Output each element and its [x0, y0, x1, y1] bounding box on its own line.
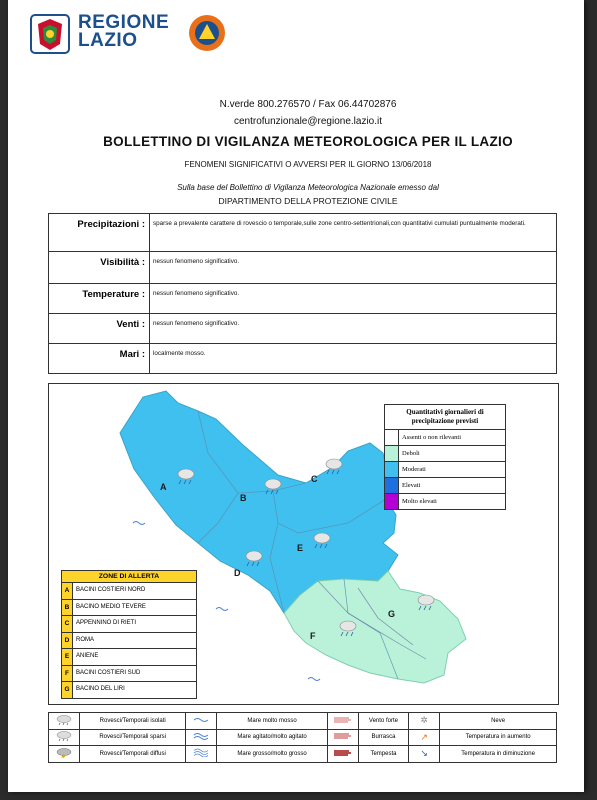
bulletin-row [49, 314, 557, 344]
symbol-label: Rovesci/Temporali sparsi [80, 729, 186, 746]
brand-line1: REGIONE [78, 12, 170, 33]
precipitation-legend-title: Quantitativi giornalieri di precipitazione previsti [385, 405, 505, 430]
brand-wordmark [78, 14, 169, 50]
symbol-row [49, 729, 557, 746]
legend-row [385, 446, 505, 462]
symbol-label: Burrasca [358, 729, 408, 746]
map-zone-label: C [311, 474, 318, 484]
zone-letter: G [62, 682, 73, 698]
zone-row [62, 583, 196, 600]
contact-phone: N.verde 800.276570 / Fax 06.44702876 [219, 99, 397, 110]
cloud-storm-icon [49, 746, 80, 763]
alert-zones-title: ZONE DI ALLERTA [62, 571, 196, 583]
legend-row [385, 478, 505, 494]
legend-swatch [385, 494, 399, 509]
symbol-label: Temperatura in diminuzione [440, 746, 557, 763]
symbol-label: Mare agitato/molto agitato [217, 729, 327, 746]
regione-lazio-logo-icon [30, 14, 70, 54]
bulletin-value: nessun fenomeno significativo. [150, 252, 557, 284]
legend-swatch [385, 430, 399, 445]
legend-swatch [385, 462, 399, 477]
wave-medium-icon [186, 729, 217, 746]
map-zone-label: E [297, 543, 304, 553]
map-zone-label: D [234, 568, 241, 578]
zone-name: BACINI COSTIERI SUD [76, 669, 141, 676]
temperature-down-icon: ↘ [409, 746, 440, 763]
bulletin-subtitle: FENOMENI SIGNIFICATIVI O AVVERSI PER IL GIORNO 13/06/2018 [184, 160, 432, 169]
map-zone-label: G [388, 609, 396, 619]
gale-icon [327, 729, 358, 746]
brand-line2: LAZIO [78, 30, 138, 51]
alert-zones-table [61, 570, 197, 699]
symbol-label: Mare molto mosso [217, 713, 327, 730]
map-zone-label: F [310, 631, 316, 641]
zone-name: APPENNINO DI RIETI [76, 620, 137, 626]
bulletin-page [8, 0, 584, 792]
zone-row [62, 616, 196, 633]
wave-heavy-icon [186, 746, 217, 763]
symbol-row [49, 746, 557, 763]
bulletin-department: DIPARTIMENTO DELLA PROTEZIONE CIVILE [218, 196, 398, 206]
map-zone-south [284, 571, 466, 683]
bulletin-row [49, 214, 557, 252]
bulletin-row [49, 284, 557, 314]
bulletin-label: Mari : [49, 344, 150, 374]
legend-label: Molto elevati [402, 498, 437, 505]
zone-name: BACINI COSTIERI NORD [76, 587, 146, 593]
symbol-label: Neve [440, 713, 557, 730]
cloud-rain-icon [49, 729, 80, 746]
legend-label: Elevati [402, 482, 421, 489]
map-zone-label: B [240, 493, 247, 503]
zone-letter: D [62, 633, 73, 649]
legend-row [385, 462, 505, 478]
page-title: BOLLETTINO DI VIGILANZA METEOROLOGICA PER IL LAZIO [103, 134, 513, 149]
legend-label: Moderati [402, 466, 426, 473]
zone-letter: B [62, 600, 73, 616]
bulletin-value: nessun fenomeno significativo. [150, 314, 557, 344]
legend-swatch [385, 478, 399, 493]
bulletin-basis: Sulla base del Bollettino di Vigilanza Meteorologica Nazionale emesso dal [177, 183, 439, 192]
bulletin-value: sparse a prevalente carattere di rovescio o temporale,sulle zone centro-settentrionali,con quantitativi cumulati puntualmente moderati. [150, 214, 557, 252]
zone-row [62, 600, 196, 617]
zone-name: BACINO DEL LIRI [76, 686, 125, 692]
symbol-label: Mare grosso/molto grosso [217, 746, 327, 763]
protezione-civile-logo-icon [188, 14, 226, 52]
legend-label: Assenti o non rilevanti [402, 434, 462, 441]
bulletin-row [49, 344, 557, 374]
symbol-legend-table [48, 712, 557, 763]
map-zone-label: A [160, 482, 167, 492]
zone-name: BACINO MEDIO TEVERE [76, 603, 146, 610]
bulletin-value: localmente mosso. [150, 344, 557, 374]
symbol-label: Rovesci/Temporali diffusi [80, 746, 186, 763]
zone-row [62, 633, 196, 650]
zone-letter: E [62, 649, 73, 665]
precipitation-legend [384, 404, 506, 510]
bulletin-label: Venti : [49, 314, 150, 344]
bulletin-table [48, 213, 557, 374]
zone-row [62, 649, 196, 666]
zone-name: ROMA [76, 636, 94, 643]
symbol-label: Tempesta [358, 746, 408, 763]
snowflake-icon: ✲ [409, 713, 440, 730]
legend-swatch [385, 446, 399, 461]
zone-row [62, 682, 196, 698]
contact-email[interactable]: centrofunzionale@regione.lazio.it [233, 116, 383, 127]
bulletin-label: Temperature : [49, 284, 150, 314]
bulletin-value: nessun fenomeno significativo. [150, 284, 557, 314]
bulletin-row [49, 252, 557, 284]
symbol-label: Temperatura in aumento [440, 729, 557, 746]
legend-label: Deboli [402, 450, 420, 457]
bulletin-label: Precipitazioni : [49, 214, 150, 252]
storm-icon [327, 746, 358, 763]
symbol-row [49, 713, 557, 730]
temperature-up-icon: ↗ [409, 729, 440, 746]
wave-light-icon [186, 713, 217, 730]
cloud-rain-icon [49, 713, 80, 730]
legend-row [385, 430, 505, 446]
zone-letter: A [62, 583, 73, 599]
symbol-label: Rovesci/Temporali isolati [80, 713, 186, 730]
legend-row [385, 494, 505, 509]
symbol-label: Vento forte [358, 713, 408, 730]
bulletin-label: Visibilità : [49, 252, 150, 284]
zone-letter: C [62, 616, 73, 632]
zone-name: ANIENE [76, 653, 99, 659]
zone-letter: F [62, 666, 73, 682]
zone-row [62, 666, 196, 683]
wind-strong-icon [327, 713, 358, 730]
